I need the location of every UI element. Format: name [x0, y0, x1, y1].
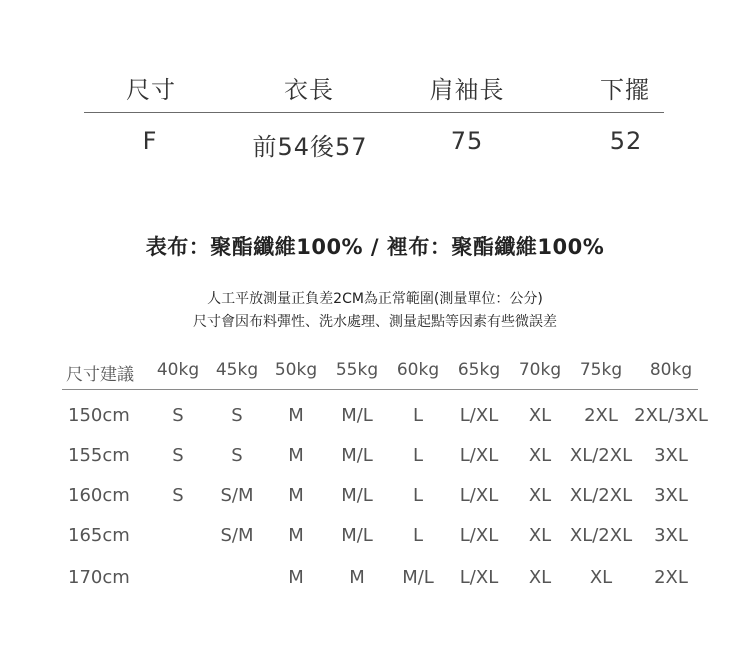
size-cell: M/L: [402, 567, 434, 588]
recommendation-corner-label: 尺寸建議: [66, 365, 134, 385]
size-cell: S: [172, 485, 184, 506]
size-cell: M: [288, 445, 304, 466]
size-cell: 2XL: [584, 405, 618, 426]
header-hem: 下擺: [600, 76, 650, 104]
size-cell: M: [288, 485, 304, 506]
size-cell: L: [412, 405, 424, 426]
size-cell: XL: [528, 567, 552, 588]
size-cell: M: [288, 525, 304, 546]
value-size: F: [142, 127, 158, 155]
height-label: 165cm: [68, 525, 130, 546]
height-label: 150cm: [68, 405, 130, 426]
size-cell: L/XL: [459, 525, 499, 546]
size-cell: XL: [528, 445, 552, 466]
value-hem: 52: [609, 127, 643, 155]
size-cell: S: [172, 405, 184, 426]
size-cell: L/XL: [459, 485, 499, 506]
size-cell: 3XL: [654, 485, 688, 506]
size-cell: S: [231, 405, 243, 426]
size-cell: XL: [528, 525, 552, 546]
header-sleeve: 肩袖長: [429, 76, 505, 104]
size-cell: XL: [589, 567, 613, 588]
recommendation-divider: [62, 389, 698, 390]
size-chart-divider: [84, 112, 664, 113]
size-cell: 3XL: [654, 525, 688, 546]
size-cell: 3XL: [654, 445, 688, 466]
size-cell: XL/2XL: [569, 525, 633, 546]
height-label: 155cm: [68, 445, 130, 466]
header-length: 衣長: [284, 76, 334, 104]
size-cell: S: [231, 445, 243, 466]
size-cell: L/XL: [459, 405, 499, 426]
size-cell: S/M: [220, 485, 254, 506]
size-cell: L: [412, 485, 424, 506]
weight-header: 40kg: [156, 360, 200, 380]
measurement-note: 人工平放測量正負差2CM為正常範圍(測量單位：公分): [207, 291, 543, 307]
weight-header: 50kg: [274, 360, 318, 380]
size-cell: L/XL: [459, 567, 499, 588]
weight-header: 65kg: [457, 360, 501, 380]
size-cell: L: [412, 525, 424, 546]
size-cell: M/L: [341, 405, 373, 426]
weight-header: 70kg: [518, 360, 562, 380]
size-cell: M/L: [341, 485, 373, 506]
header-size: 尺寸: [126, 76, 176, 104]
height-label: 170cm: [68, 567, 130, 588]
variance-note: 尺寸會因布料彈性、洗水處理、測量起點等因素有些微誤差: [193, 314, 557, 330]
weight-header: 55kg: [335, 360, 379, 380]
size-cell: XL: [528, 485, 552, 506]
size-cell: M: [349, 567, 365, 588]
fabric-composition: 表布：聚酯纖維100% / 裡布：聚酯纖維100%: [145, 235, 605, 259]
size-cell: M/L: [341, 445, 373, 466]
size-cell: XL: [528, 405, 552, 426]
size-cell: 2XL: [654, 567, 688, 588]
weight-header: 45kg: [215, 360, 259, 380]
value-sleeve: 75: [450, 127, 484, 155]
size-cell: XL/2XL: [569, 445, 633, 466]
size-cell: XL/2XL: [569, 485, 633, 506]
size-cell: M: [288, 567, 304, 588]
size-cell: 2XL/3XL: [634, 405, 708, 426]
weight-header: 80kg: [649, 360, 693, 380]
size-cell: L: [412, 445, 424, 466]
size-cell: L/XL: [459, 445, 499, 466]
value-length: 前54後57: [252, 133, 368, 161]
size-cell: M/L: [341, 525, 373, 546]
weight-header: 60kg: [396, 360, 440, 380]
weight-header: 75kg: [579, 360, 623, 380]
size-cell: M: [288, 405, 304, 426]
size-cell: S/M: [220, 525, 254, 546]
height-label: 160cm: [68, 485, 130, 506]
size-cell: S: [172, 445, 184, 466]
